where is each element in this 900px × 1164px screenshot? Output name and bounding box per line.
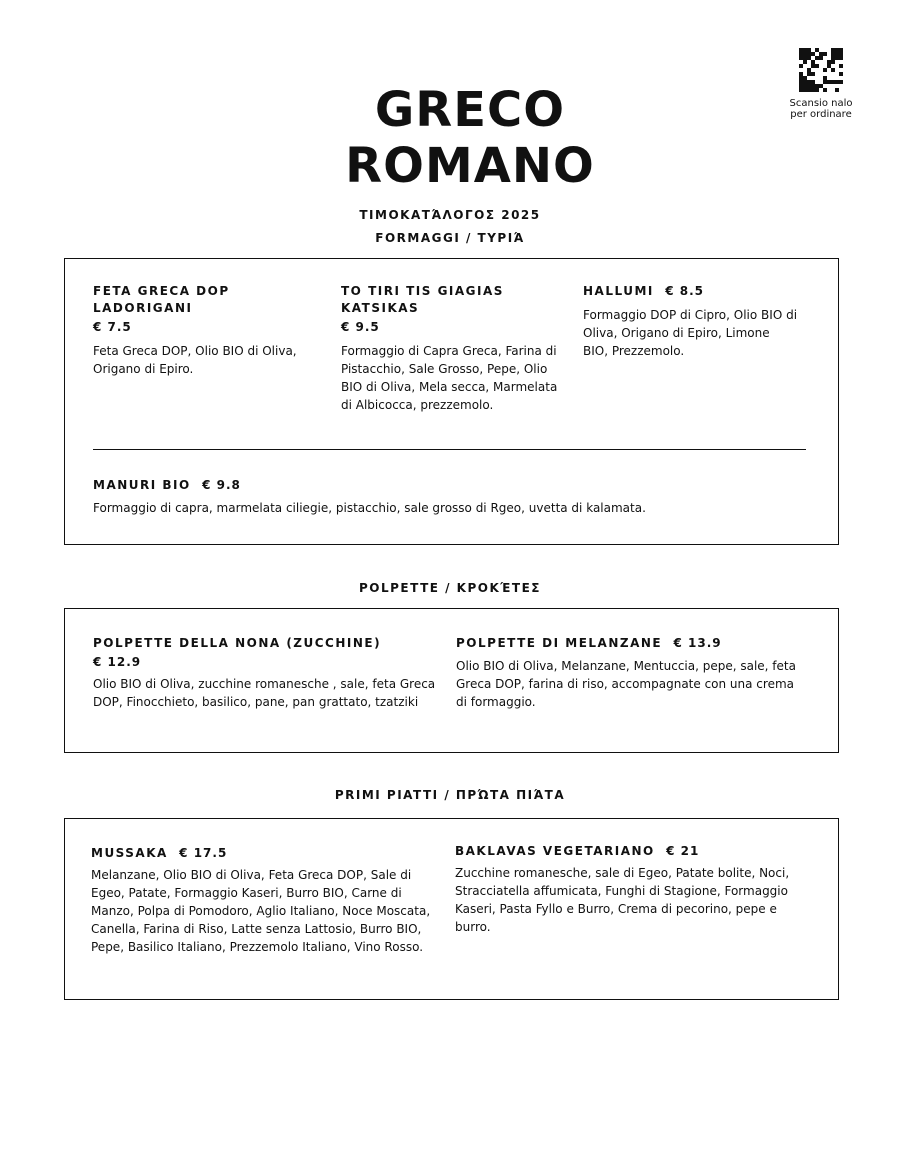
item-price: € 7.5 bbox=[93, 320, 132, 334]
qr-code-icon[interactable] bbox=[799, 48, 843, 92]
menu-item bbox=[456, 635, 806, 711]
item-description: Formaggio di capra, marmelata ciliegie, pistacchio, sale grosso di Rgeo, uvetta di kalamata. bbox=[93, 501, 646, 515]
item-description: Melanzane, Olio BIO di Oliva, Feta Greca DOP, Sale di Egeo, Patate, Formaggio Kaseri, Burro BIO, Carne di Manzo, Polpa di Pomodoro, Aglio Italiano, Noce Moscata, Canella, Farina di Riso, Latte senza Lattosio, Burro BIO, Pepe, Basilico Italiano, Prezzemolo Italiano, Vino Rosso. bbox=[91, 868, 431, 954]
title-line-1: GRECO bbox=[374, 82, 566, 138]
item-name: BAKLAVAS VEGETARIANO bbox=[455, 844, 655, 858]
item-name: POLPETTE DI MELANZANE bbox=[456, 636, 663, 650]
menu-subtitle: ΤΙΜΟΚΑΤΆΛΟΓΟΣ 2025 bbox=[359, 208, 541, 222]
item-description: Formaggio di Capra Greca, Farina di Pistacchio, Sale Grosso, Pepe, Olio BIO di Oliva, Mela secca, Marmelata di Albicocca, prezzemolo. bbox=[341, 344, 558, 412]
item-price: € 9.8 bbox=[202, 478, 241, 492]
item-price: € 17.5 bbox=[179, 846, 228, 860]
menu-item bbox=[455, 843, 800, 936]
menu-item bbox=[93, 283, 303, 378]
qr-caption: Scansio nalo per ordinare bbox=[789, 98, 853, 120]
section-box-primi-piatti bbox=[64, 818, 839, 1000]
item-name: FETA GRECA DOP LADORIGANI bbox=[93, 284, 230, 315]
menu-item bbox=[91, 845, 436, 956]
menu-item bbox=[583, 283, 798, 360]
item-description: Formaggio DOP di Cipro, Olio BIO di Oliva, Origano di Epiro, Limone BIO, Prezzemolo. bbox=[583, 308, 798, 358]
item-price: € 8.5 bbox=[665, 284, 705, 298]
item-name: MUSSAKA bbox=[91, 846, 168, 860]
item-description: Olio BIO di Oliva, Melanzane, Mentuccia, pepe, sale, feta Greca DOP, farina di riso, accompagnate con una crema di formaggio. bbox=[456, 659, 796, 709]
divider bbox=[93, 449, 806, 450]
restaurant-title bbox=[250, 82, 690, 194]
item-description: Olio BIO di Oliva, zucchine romanesche , sale, feta Greca DOP, Finocchieto, basilico, pane, pan grattato, tzatziki bbox=[93, 677, 436, 709]
menu-item bbox=[93, 635, 443, 711]
section-box-formaggi bbox=[64, 258, 839, 545]
menu-item bbox=[341, 283, 561, 414]
item-name: MANURI BIO bbox=[93, 478, 191, 492]
item-description: Feta Greca DOP, Olio BIO di Oliva, Origano di Epiro. bbox=[93, 344, 297, 376]
section-heading-polpette: POLPETTE / ΚΡΟΚΈΤΕΣ bbox=[358, 581, 542, 595]
item-name: HALLUMI bbox=[583, 284, 654, 298]
item-price: € 21 bbox=[666, 844, 700, 858]
item-price: € 12.9 bbox=[93, 655, 142, 669]
item-name: POLPETTE DELLA NONA (ZUCCHINE) bbox=[93, 636, 382, 650]
item-name: TO TIRI TIS GIAGIAS KATSIKAS bbox=[341, 284, 504, 315]
item-price: € 9.5 bbox=[341, 320, 380, 334]
title-line-2: ROMANO bbox=[345, 138, 595, 194]
item-price: € 13.9 bbox=[673, 636, 722, 650]
section-heading-primi-piatti: PRIMI PIATTI / ΠΡΏΤΑ ΠΙΆΤΑ bbox=[334, 788, 566, 802]
qr-block[interactable] bbox=[788, 48, 854, 120]
section-box-polpette bbox=[64, 608, 839, 753]
menu-item bbox=[93, 477, 813, 517]
section-heading-formaggi: FORMAGGI / ΤΥΡΙΆ bbox=[375, 231, 525, 245]
item-description: Zucchine romanesche, sale di Egeo, Patate bolite, Noci, Stracciatella affumicata, Funghi di Stagione, Formaggio Kaseri, Pasta Fyllo e Burro, Crema di pecorino, pepe e burro. bbox=[455, 866, 790, 934]
